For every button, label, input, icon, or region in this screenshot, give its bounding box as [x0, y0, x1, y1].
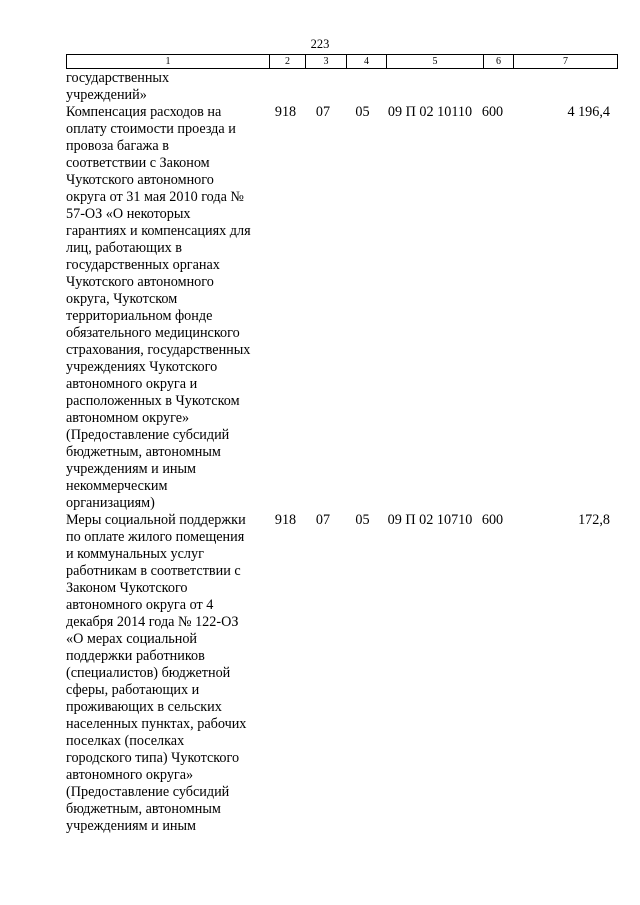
name-line: автономном округе»	[66, 410, 190, 426]
name-line: Компенсация расходов на	[66, 104, 222, 120]
name-line: провоза багажа в	[66, 138, 169, 154]
cell-ved: 918	[274, 512, 297, 528]
name-line: бюджетным, автономным	[66, 444, 221, 460]
name-line: (специалистов) бюджетной	[66, 665, 231, 681]
name-line: городского типа) Чукотского	[66, 750, 240, 766]
name-line: и коммунальных услуг	[66, 546, 204, 562]
name-line: лиц, работающих в	[66, 240, 183, 256]
name-line: (Предоставление субсидий	[66, 427, 230, 443]
name-line: декабря 2014 года № 122-ОЗ	[66, 614, 239, 630]
name-line: автономного округа и	[66, 376, 198, 392]
cell-amount	[507, 70, 612, 104]
name-line: (Предоставление субсидий	[66, 784, 230, 800]
cell-ved: 918	[274, 104, 297, 120]
cell-expense-type: 600	[481, 104, 504, 120]
name-line: гарантиях и компенсациях для	[66, 223, 251, 239]
column-header-4: 4	[347, 55, 387, 69]
cell-amount: 4 196,4	[567, 104, 610, 120]
name-line: учреждениям и иным	[66, 818, 197, 834]
cell-name	[66, 104, 268, 512]
name-line: государственных	[66, 70, 170, 86]
cell-expense-type	[478, 70, 507, 104]
name-line: некоммерческим	[66, 478, 168, 494]
name-line: округа, Чукотском	[66, 291, 178, 307]
name-line: Законом Чукотского	[66, 580, 188, 596]
cell-target-article: 09 П 02 10110	[387, 104, 473, 120]
name-line: организациям)	[66, 495, 155, 511]
name-line: «О мерах социальной	[66, 631, 198, 647]
name-line: автономного округа»	[66, 767, 194, 783]
name-line: расположенных в Чукотском	[66, 393, 240, 409]
name-line: автономного округа от 4	[66, 597, 214, 613]
column-header-5: 5	[387, 55, 484, 69]
cell-section	[303, 70, 343, 104]
name-line: Чукотского автономного	[66, 274, 214, 290]
name-line: территориальном фонде	[66, 308, 213, 324]
table-row	[66, 104, 612, 512]
cell-subsection	[343, 70, 382, 104]
cell-section: 07	[315, 512, 331, 528]
column-header-3: 3	[306, 55, 347, 69]
budget-table	[66, 70, 612, 835]
name-line: учреждениях Чукотского	[66, 359, 218, 375]
column-header-2: 2	[270, 55, 306, 69]
column-header-6: 6	[484, 55, 514, 69]
name-line: 57-ОЗ «О некоторых	[66, 206, 191, 222]
name-line: обязательного медицинского	[66, 325, 240, 341]
budget-table-body	[66, 70, 612, 835]
cell-amount: 172,8	[578, 512, 610, 528]
name-line: Чукотского автономного	[66, 172, 214, 188]
name-line: работникам в соответствии с	[66, 563, 241, 579]
name-line: оплату стоимости проезда и	[66, 121, 236, 137]
name-line: сферы, работающих и	[66, 682, 200, 698]
name-line: учреждений»	[66, 87, 147, 103]
name-line: бюджетным, автономным	[66, 801, 221, 817]
name-line: государственных органах	[66, 257, 220, 273]
cell-target-article: 09 П 02 10710	[387, 512, 473, 528]
name-line: населенных пунктах, рабочих	[66, 716, 247, 732]
cell-section: 07	[315, 104, 331, 120]
cell-ved	[268, 70, 303, 104]
name-line: поддержки работников	[66, 648, 205, 664]
cell-target-article	[382, 70, 478, 104]
table-row	[66, 512, 612, 835]
column-header-7: 7	[514, 55, 618, 69]
cell-expense-type: 600	[481, 512, 504, 528]
column-number-header	[66, 54, 618, 69]
name-line: соответствии с Законом	[66, 155, 210, 171]
table-row	[66, 70, 612, 104]
name-line: округа от 31 мая 2010 года №	[66, 189, 244, 205]
name-line: страхования, государственных	[66, 342, 251, 358]
name-line: учреждениям и иным	[66, 461, 197, 477]
cell-name	[66, 512, 268, 835]
cell-subsection: 05	[355, 512, 370, 528]
name-line: поселках (поселках	[66, 733, 185, 749]
page-number: 223	[310, 37, 330, 51]
name-line: Меры социальной поддержки	[66, 512, 246, 528]
name-line: по оплате жилого помещения	[66, 529, 245, 545]
name-line: проживающих в сельских	[66, 699, 222, 715]
column-header-1: 1	[67, 55, 270, 69]
cell-subsection: 05	[355, 104, 370, 120]
cell-name	[66, 70, 268, 104]
